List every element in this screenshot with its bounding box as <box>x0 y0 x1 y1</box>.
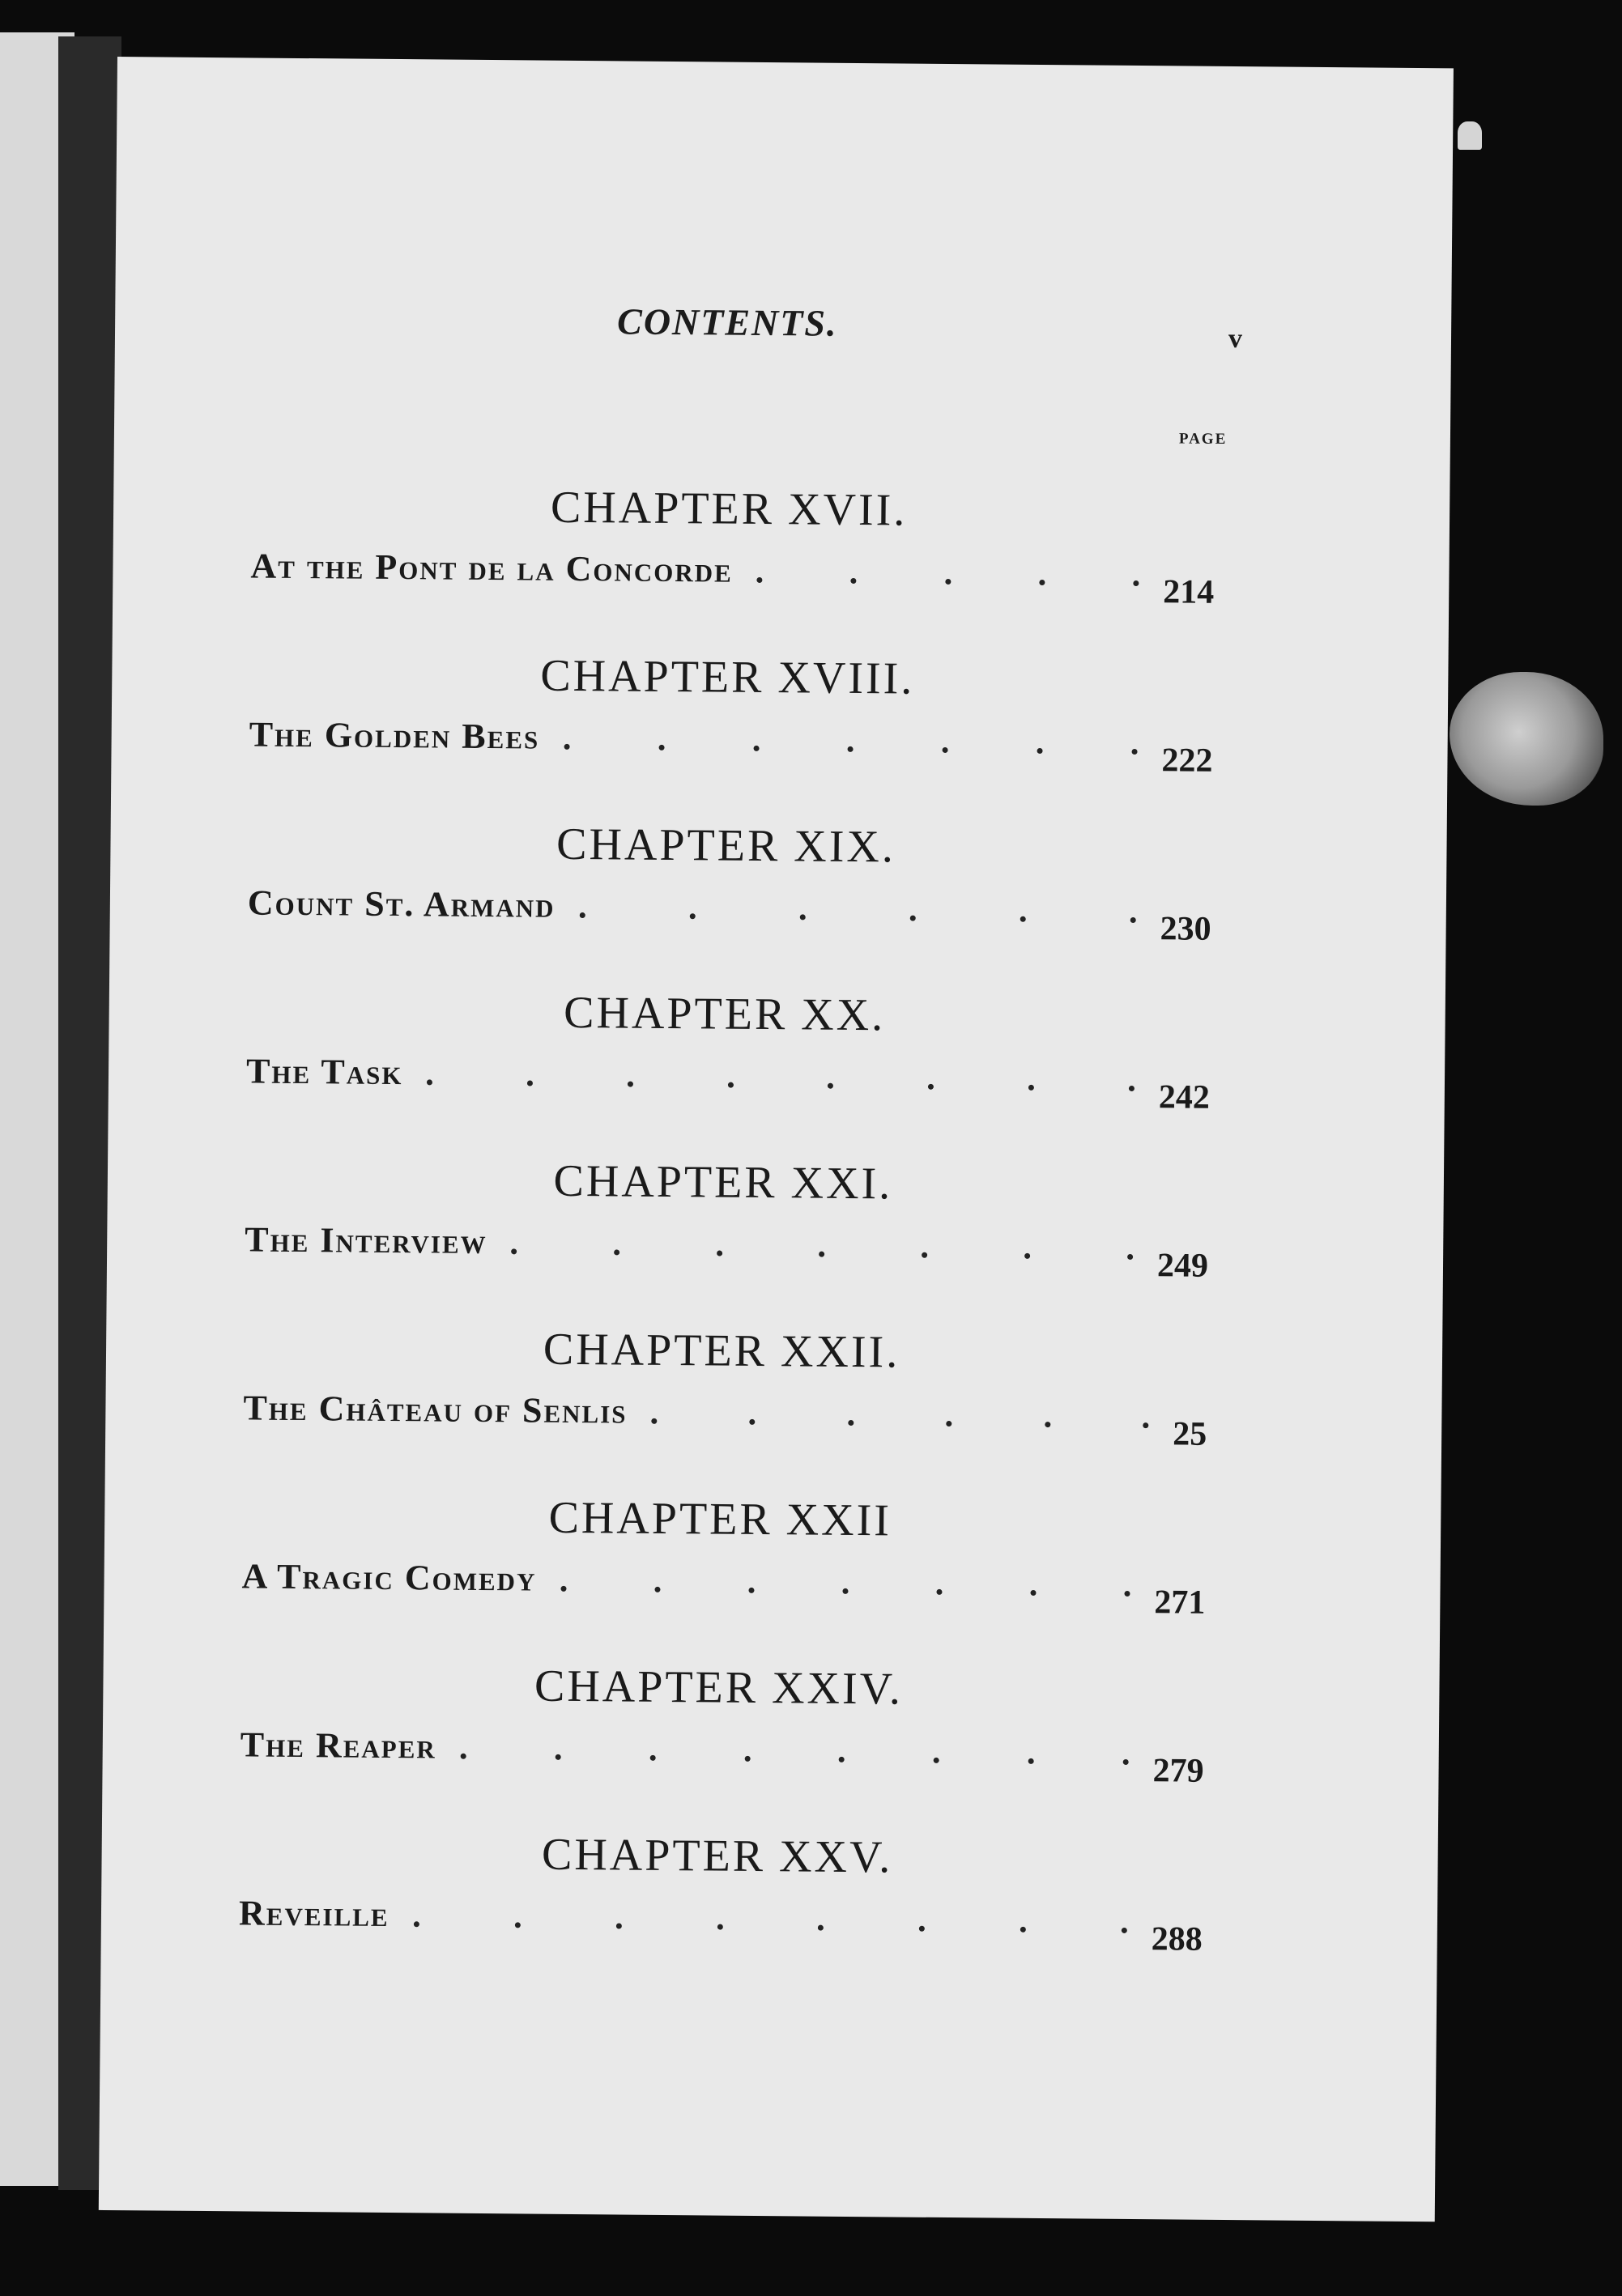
contents-entry <box>111 646 1449 819</box>
leader-dot <box>515 1922 521 1928</box>
page-number: 279 <box>1152 1752 1204 1790</box>
leader-dot <box>828 1083 833 1089</box>
chapter-heading: CHAPTER XX. <box>563 987 886 1041</box>
chapter-title: The Golden Bees <box>249 714 540 757</box>
leader-dot <box>1123 1759 1129 1765</box>
chapter-title: The Task <box>245 1051 403 1093</box>
chapter-heading: CHAPTER XVII. <box>550 482 908 536</box>
leader-dot <box>1130 917 1136 923</box>
chapter-heading: CHAPTER XXII. <box>543 1324 900 1378</box>
chapter-title: A Tragic Comedy <box>241 1556 537 1599</box>
leader-dot <box>943 747 948 753</box>
entry-row <box>250 545 1215 611</box>
leader-dot <box>848 1420 854 1426</box>
chapter-title: Count St. Armand <box>247 882 556 925</box>
contents-entry <box>104 1488 1441 1661</box>
leader-dot <box>1030 1590 1036 1596</box>
leader-dot <box>934 1758 939 1763</box>
page-number: 249 <box>1156 1247 1209 1285</box>
leader-dot <box>614 1249 619 1255</box>
film-blemish <box>1450 672 1603 806</box>
leader-dot <box>511 1248 517 1254</box>
page-column-label: PAGE <box>1178 430 1228 448</box>
leader-dot <box>1129 1086 1135 1091</box>
chapter-heading: CHAPTER XXV. <box>541 1829 893 1883</box>
dot-leader <box>564 744 1137 765</box>
leader-dot <box>1122 1928 1127 1933</box>
leader-dot <box>945 579 951 585</box>
page-number: 222 <box>1161 742 1213 780</box>
chapter-heading: CHAPTER XXIV. <box>534 1660 904 1715</box>
leader-dot <box>750 1419 756 1425</box>
leader-dot <box>1020 1927 1026 1932</box>
contents-entry <box>113 478 1450 651</box>
chapter-title: The Château of Senlis <box>243 1388 628 1431</box>
leader-dot <box>839 1757 845 1762</box>
leader-dot <box>753 746 759 751</box>
entry-row <box>241 1555 1206 1622</box>
dot-leader <box>651 1418 1148 1439</box>
leader-dot <box>1127 1254 1133 1260</box>
contents-entry <box>102 1656 1440 1830</box>
page-number: 230 <box>1160 910 1211 948</box>
leader-dot <box>1028 1085 1034 1091</box>
leader-dot <box>842 1588 848 1594</box>
leader-dot <box>1039 580 1045 585</box>
entry-row <box>249 713 1213 780</box>
leader-dot <box>1045 1422 1050 1427</box>
leader-dot <box>1028 1758 1034 1764</box>
contents-entry <box>108 983 1445 1156</box>
leader-dot <box>756 577 762 583</box>
contents-entry <box>109 814 1447 988</box>
contents-entry <box>105 1320 1443 1493</box>
leader-dot <box>748 1588 754 1593</box>
page-number: 25 <box>1173 1415 1207 1453</box>
leader-dot <box>564 744 570 750</box>
leader-dot <box>527 1080 533 1086</box>
leader-dot <box>727 1082 733 1088</box>
entry-row <box>247 882 1211 948</box>
dot-leader <box>511 1248 1133 1270</box>
chapter-heading: CHAPTER XXI. <box>553 1155 893 1210</box>
chapter-heading: CHAPTER XVIII. <box>540 650 915 704</box>
leader-dot <box>818 1925 824 1931</box>
leader-dot <box>1037 748 1043 754</box>
chapter-title: Reveille <box>238 1893 390 1935</box>
dot-leader <box>427 1079 1135 1102</box>
entry-row <box>245 1050 1211 1116</box>
leader-dot <box>717 1251 722 1256</box>
entry-row <box>243 1387 1207 1453</box>
leader-dot <box>936 1589 942 1595</box>
contents-entry <box>106 1151 1444 1324</box>
dot-leader <box>560 1586 1130 1607</box>
leader-dot <box>1020 916 1026 922</box>
leader-dot <box>919 1926 925 1932</box>
leader-dot <box>1131 749 1137 755</box>
chapter-title: At the Pont de la Concorde <box>250 546 734 590</box>
contents-entry <box>100 1825 1438 1998</box>
leader-dot <box>928 1084 934 1090</box>
book-page <box>99 57 1454 2222</box>
dot-leader <box>580 912 1136 933</box>
entry-row <box>240 1724 1204 1790</box>
leader-dot <box>628 1082 633 1087</box>
chapter-heading: CHAPTER XIX. <box>556 818 896 873</box>
page-number: 271 <box>1154 1584 1206 1622</box>
running-title: CONTENTS. <box>616 300 838 344</box>
entry-row <box>238 1892 1203 1958</box>
page-number: 288 <box>1151 1920 1203 1958</box>
leader-dot <box>717 1924 722 1930</box>
page-number: 242 <box>1158 1078 1211 1116</box>
leader-dot <box>427 1079 432 1085</box>
leader-dot <box>580 912 585 918</box>
page-number: 214 <box>1163 573 1215 611</box>
leader-dot <box>414 1921 419 1927</box>
leader-dot <box>922 1252 927 1258</box>
leader-dot <box>651 1418 657 1424</box>
leader-dot <box>820 1252 825 1257</box>
leader-dot <box>461 1754 466 1759</box>
leader-dot <box>690 913 696 919</box>
leader-dot <box>654 1587 660 1592</box>
dot-leader <box>414 1921 1127 1944</box>
leader-dot <box>560 1586 566 1592</box>
leader-dot <box>910 916 916 921</box>
leader-dot <box>556 1754 561 1760</box>
leader-dot <box>649 1755 655 1761</box>
chapter-title: The Interview <box>245 1219 487 1262</box>
leader-dot <box>744 1756 750 1762</box>
folio-number: v <box>1228 323 1243 355</box>
chapter-title: The Reaper <box>240 1724 437 1767</box>
leader-dot <box>851 578 857 584</box>
page-corner-mark <box>1458 121 1482 150</box>
dot-leader <box>461 1754 1129 1775</box>
leader-dot <box>1133 580 1139 586</box>
leader-dot <box>1024 1253 1030 1259</box>
page-header <box>114 57 1454 457</box>
entry-row <box>245 1218 1209 1285</box>
dot-leader <box>756 577 1139 597</box>
leader-dot <box>658 745 664 750</box>
chapter-heading: CHAPTER XXII <box>548 1492 892 1546</box>
leader-dot <box>946 1421 951 1426</box>
leader-dot <box>1124 1591 1130 1597</box>
leader-dot <box>848 746 854 752</box>
leader-dot <box>800 914 806 920</box>
leader-dot <box>616 1923 622 1928</box>
leader-dot <box>1143 1422 1148 1428</box>
